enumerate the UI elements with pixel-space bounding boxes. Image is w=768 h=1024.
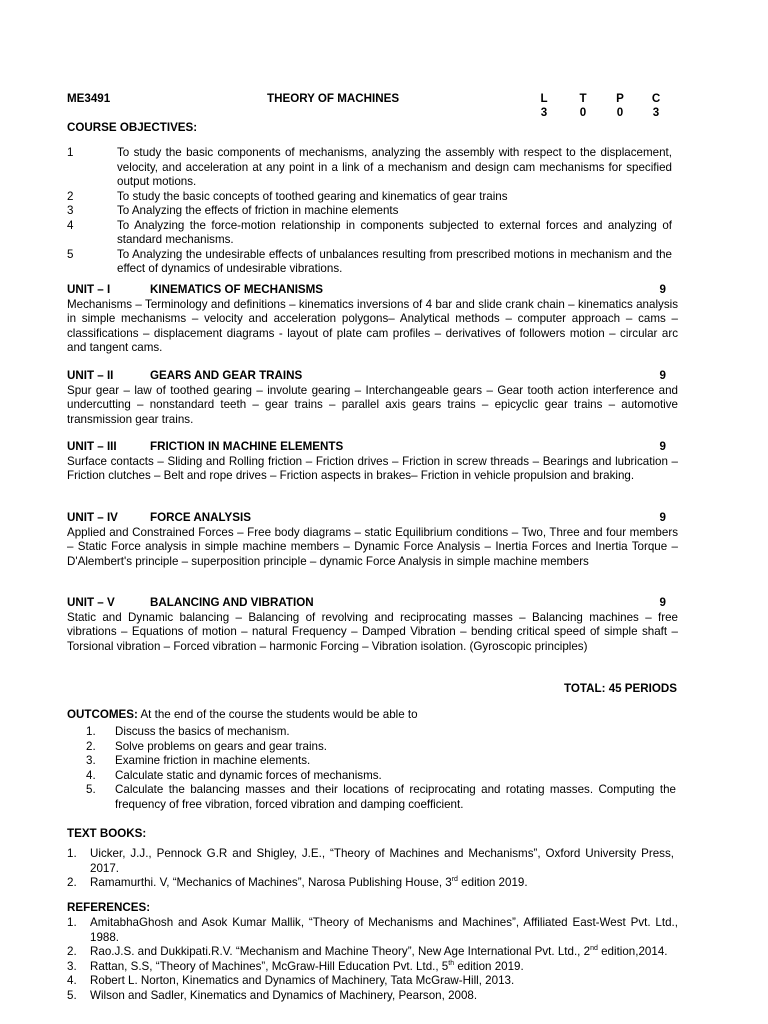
objectives-list: [67, 146, 672, 277]
item-text: Wilson and Sadler, Kinematics and Dynamics of Machinery, Pearson, 2008.: [90, 988, 478, 1002]
outcomes-intro: At the end of the course the students would be able to: [137, 708, 418, 721]
outcomes-list: [86, 725, 676, 812]
item-text-part: Ramamurthi. V, “Mechanics of Machines”, Narosa Publishing House, 3: [90, 876, 452, 889]
textbooks-list: [67, 847, 674, 891]
item-number: 5: [67, 247, 74, 261]
item-number: 2.: [67, 876, 77, 889]
unit-body: Applied and Constrained Forces – Free body diagrams – static Equilibrium conditions – Two, Three and four members – Static Force analysis in simple machine members – Dynamic Force Analysis – Inertia Forces and Inertia Torque – D'Alembert's principle – superposition principle – dynamic Force Analysis in simple machine members: [67, 525, 678, 568]
ltpc-label-c: C: [651, 92, 661, 105]
unit-section-4: [67, 511, 678, 569]
list-item: [67, 248, 672, 277]
unit-section-1: [67, 283, 678, 356]
item-number: 5.: [67, 988, 77, 1002]
total-periods: TOTAL: 45 PERIODS: [564, 682, 677, 695]
item-number: 1: [67, 146, 74, 159]
list-item: [67, 146, 672, 190]
item-number: 3: [67, 204, 74, 217]
item-text-part: edition 2019.: [457, 876, 528, 889]
item-text: Calculate static and dynamic forces of mechanisms.: [115, 768, 382, 782]
unit-heading: [67, 596, 678, 611]
ltpc-label-p: P: [616, 92, 624, 105]
item-text: To Analyzing the undesirable effects of unbalances resulting from prescribed motions in mechanism and the effect of dynamics of undesirable vibrations.: [117, 247, 672, 275]
list-item: [67, 876, 674, 891]
item-text: Examine friction in machine elements.: [115, 754, 311, 767]
unit-heading: [67, 283, 678, 298]
list-item: [67, 974, 678, 989]
list-item: [67, 190, 672, 205]
unit-title: BALANCING AND VIBRATION: [150, 596, 314, 609]
superscript: th: [448, 959, 455, 967]
unit-body: Static and Dynamic balancing – Balancing of revolving and reciprocating masses – Balancing machines – free vibrations – Equations of motion – natural Frequency – Damped Vibration – bending critical speed of simple shaft – Torsional vibration – Forced vibration – harmonic Forcing – Vibration isolation. (Gyroscopic principles): [67, 610, 678, 653]
ltpc-value-p: 0: [616, 106, 624, 119]
unit-section-5: [67, 596, 678, 654]
references-list: [67, 916, 678, 1003]
list-item: [67, 945, 678, 960]
superscript: rd: [451, 876, 458, 884]
outcomes-heading-line: [67, 708, 418, 723]
list-item: [86, 783, 676, 812]
unit-number: UNIT – II: [67, 369, 114, 382]
item-text: [90, 945, 678, 960]
unit-title: KINEMATICS OF MECHANISMS: [150, 283, 324, 296]
objectives-heading: COURSE OBJECTIVES:: [67, 121, 198, 134]
list-item: [67, 960, 678, 975]
list-item: [67, 847, 674, 876]
superscript: nd: [590, 945, 598, 953]
item-number: 2.: [67, 945, 77, 958]
item-number: 2.: [86, 739, 96, 753]
item-text: Calculate the balancing masses and their locations of reciprocating and rotating masses. Computing the frequency of free vibration, forced vibration and damping coefficient.: [115, 783, 676, 811]
unit-hours: 9: [659, 283, 666, 296]
textbooks-heading: TEXT BOOKS:: [67, 827, 147, 840]
unit-number: UNIT – I: [67, 283, 111, 296]
unit-title: FORCE ANALYSIS: [150, 511, 251, 524]
unit-title: FRICTION IN MACHINE ELEMENTS: [150, 440, 344, 453]
item-number: 1.: [67, 916, 77, 929]
list-item: [67, 219, 672, 248]
unit-title: GEARS AND GEAR TRAINS: [150, 369, 303, 382]
item-text: AmitabhaGhosh and Asok Kumar Mallik, “Theory of Mechanisms and Machines”, Affiliated East-West Pvt. Ltd., 1988.: [90, 916, 678, 944]
list-item: [86, 754, 676, 769]
item-text: [90, 876, 674, 891]
item-number: 4.: [67, 974, 77, 987]
item-text-part: Rattan, S.S, “Theory of Machines”, McGraw-Hill Education Pvt. Ltd., 5: [90, 959, 449, 973]
unit-hours: 9: [659, 596, 666, 609]
ltpc-value-c: 3: [652, 106, 660, 119]
list-item: [67, 204, 672, 219]
unit-heading: [67, 511, 678, 526]
item-number: 2: [67, 189, 74, 203]
unit-body: Mechanisms – Terminology and definitions – kinematics inversions of 4 bar and slide crank chain – kinematics analysis in simple mechanisms – velocity and acceleration polygons– Analytical methods – computer approach – cams – classifications – displacement diagrams - layout of plate cam profiles – derivatives of followers motion – circular arc and tangent cams.: [67, 297, 678, 354]
item-number: 4.: [86, 768, 96, 782]
item-text: Discuss the basics of mechanism.: [115, 725, 290, 738]
course-code: ME3491: [67, 92, 111, 105]
references-heading: REFERENCES:: [67, 901, 151, 914]
list-item: [67, 916, 678, 945]
item-text: Solve problems on gears and gear trains.: [115, 739, 328, 753]
unit-number: UNIT – IV: [67, 511, 118, 524]
item-number: 3.: [67, 959, 77, 973]
item-text: Robert L. Norton, Kinematics and Dynamics of Machinery, Tata McGraw-Hill, 2013.: [90, 974, 515, 987]
list-item: [86, 740, 676, 755]
list-item: [86, 769, 676, 784]
item-text: To Analyzing the effects of friction in machine elements: [117, 204, 399, 217]
course-title: THEORY OF MACHINES: [267, 92, 400, 105]
unit-section-3: [67, 440, 678, 484]
ltpc-value-t: 0: [579, 106, 587, 119]
ltpc-label-l: L: [540, 92, 548, 105]
item-text: [90, 960, 678, 975]
item-text: Uicker, J.J., Pennock G.R and Shigley, J.E., “Theory of Machines and Mechanisms”, Oxford University Press, 2017.: [90, 847, 674, 875]
unit-hours: 9: [659, 511, 666, 524]
item-number: 5.: [86, 783, 96, 796]
ltpc-label-t: T: [579, 92, 587, 105]
unit-hours: 9: [659, 440, 666, 453]
item-number: 1.: [86, 725, 96, 738]
unit-number: UNIT – III: [67, 440, 117, 453]
item-number: 1.: [67, 847, 77, 860]
unit-heading: [67, 440, 678, 455]
item-text: To Analyzing the force-motion relationship in components subjected to external forces and analyzing of standard mechanisms.: [117, 218, 672, 246]
list-item: [86, 725, 676, 740]
item-text-part: edition,2014.: [597, 945, 668, 958]
item-text: To study the basic concepts of toothed gearing and kinematics of gear trains: [117, 189, 508, 203]
outcomes-heading: OUTCOMES:: [67, 708, 138, 721]
unit-body: Surface contacts – Sliding and Rolling friction – Friction drives – Friction in screw threads – Bearings and lubrication – Friction clutches – Belt and rope drives – Friction aspects in brakes– Friction in vehicle propulsion and braking.: [67, 454, 678, 482]
list-item: [67, 989, 678, 1004]
item-text: To study the basic components of mechanisms, analyzing the assembly with respect to the displacement, velocity, and acceleration at any point in a link of a mechanism and design cam mechanisms for specified output motions.: [117, 146, 672, 188]
item-number: 3.: [86, 754, 96, 767]
ltpc-value-l: 3: [540, 106, 548, 119]
item-text-part: Rao.J.S. and Dukkipati.R.V. “Mechanism and Machine Theory”, New Age International Pvt. Ltd., 2: [90, 945, 591, 958]
item-text-part: edition 2019.: [454, 959, 524, 973]
unit-number: UNIT – V: [67, 596, 115, 609]
item-number: 4: [67, 218, 74, 232]
unit-heading: [67, 369, 678, 384]
unit-section-2: [67, 369, 678, 427]
unit-hours: 9: [659, 369, 666, 382]
unit-body: Spur gear – law of toothed gearing – involute gearing – Interchangeable gears – Gear tooth action interference and undercutting – nonstandard teeth – gear trains – parallel axis gears trains – epicyclic gear trains – automotive transmission gear trains.: [67, 383, 678, 426]
